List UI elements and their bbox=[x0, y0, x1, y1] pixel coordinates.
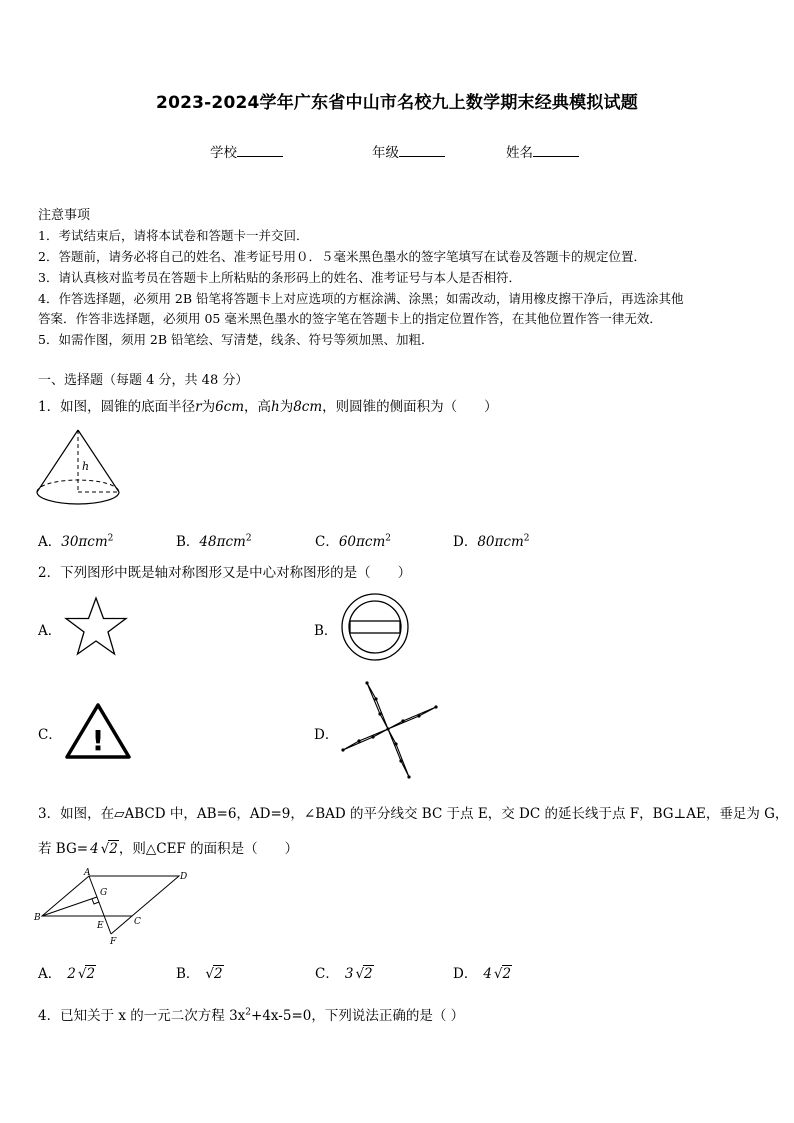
q2-option-d-label[interactable]: D． bbox=[314, 727, 339, 743]
note-item: 5．如需作图，须用 2B 铅笔绘、写清楚，线条、符号等须加黑、加粗． bbox=[38, 332, 434, 347]
parallelogram-figure bbox=[34, 868, 196, 950]
cone-h-label: h bbox=[82, 460, 90, 473]
q3-option-a[interactable]: A． 2 √2 bbox=[38, 966, 96, 982]
question-1: 1．如图，圆锥的底面半径r为6cm，高h为8cm，则圆锥的侧面积为（ ） bbox=[38, 399, 498, 415]
warning-triangle-icon bbox=[64, 702, 132, 760]
note-item: 3．请认真核对监考员在答题卡上所粘贴的条形码上的姓名、准考证号与本人是否相符． bbox=[38, 270, 521, 285]
grade-blank[interactable] bbox=[399, 144, 445, 157]
name-field[interactable] bbox=[506, 141, 579, 161]
grade-field[interactable] bbox=[372, 141, 445, 161]
q1-option-b[interactable]: B．48πcm$^2$ bbox=[176, 533, 252, 550]
point-d-label: D bbox=[180, 872, 188, 882]
question-3-line-1: 3．如图，在▱ABCD 中，AB=6，AD=9，∠BAD 的平分线交 BC 于点 E，交 DC 的延长线于点 F，BG⊥AE，垂足为 G， bbox=[38, 806, 789, 822]
page-title: 2023-2024学年广东省中山市名校九上数学期末经典模拟试题 bbox=[156, 93, 638, 113]
warning-exclamation: ! bbox=[91, 724, 105, 757]
question-3-line-2: 若 BG= 4 √2，则△CEF 的面积是（ ） bbox=[38, 841, 299, 857]
q3-option-c[interactable]: C． 3 √2 bbox=[315, 966, 373, 982]
note-item: 2．答题前，请务必将自己的姓名、准考证号用０．５毫米黑色墨水的签字笔填写在试卷及答题卡的规定位置． bbox=[38, 249, 646, 264]
notes-heading: 注意事项 bbox=[38, 208, 91, 223]
q3-option-b[interactable]: B． √2 bbox=[176, 966, 223, 982]
section-heading: 一、选择题（每题 4 分，共 48 分） bbox=[38, 373, 249, 388]
note-item: 1．考试结束后，请将本试卷和答题卡一并交回． bbox=[38, 228, 309, 243]
note-item: 答案．作答非选择题，必须用 05 毫米黑色墨水的签字笔在答题卡上的指定位置作答，在其他位置作答一律无效． bbox=[38, 311, 662, 326]
school-label: 学校 bbox=[210, 145, 237, 161]
pinwheel-icon bbox=[340, 680, 442, 782]
q1-option-d[interactable]: D．80πcm$^2$ bbox=[453, 533, 530, 550]
point-b-label: B bbox=[34, 913, 41, 923]
note-item: 4．作答选择题，必须用 2B 铅笔将答题卡上对应选项的方框涂满、涂黑；如需改动，请用橡皮擦干净后，再选涂其他 bbox=[38, 291, 684, 306]
school-field[interactable] bbox=[210, 141, 283, 161]
q2-option-a-label[interactable]: A． bbox=[38, 623, 62, 639]
question-4: 4．已知关于 x 的一元二次方程 $3x^2+4x-5=0$，下列说法正确的是（ ） bbox=[38, 1007, 465, 1024]
q1-option-c[interactable]: C．60πcm$^2$ bbox=[315, 533, 391, 550]
q2-option-b-label[interactable]: B． bbox=[314, 623, 338, 639]
name-label: 姓名 bbox=[506, 145, 533, 161]
q3-option-d[interactable]: D． 4 √2 bbox=[453, 966, 512, 982]
q2-option-c-label[interactable]: C． bbox=[38, 727, 62, 743]
point-c-label: C bbox=[134, 917, 141, 927]
circle-bar-icon bbox=[340, 592, 410, 662]
name-blank[interactable] bbox=[533, 144, 579, 157]
cone-figure bbox=[34, 426, 130, 512]
q1-option-a[interactable]: A．30πcm$^2$ bbox=[38, 533, 114, 550]
point-e-label: E bbox=[97, 921, 104, 931]
question-2: 2．下列图形中既是轴对称图形又是中心对称图形的是（ ） bbox=[38, 565, 412, 581]
school-blank[interactable] bbox=[237, 144, 283, 157]
point-g-label: G bbox=[100, 888, 108, 898]
grade-label: 年级 bbox=[372, 145, 399, 161]
point-f-label: F bbox=[110, 937, 117, 947]
point-a-label: A bbox=[84, 868, 91, 878]
star-icon bbox=[64, 596, 128, 656]
